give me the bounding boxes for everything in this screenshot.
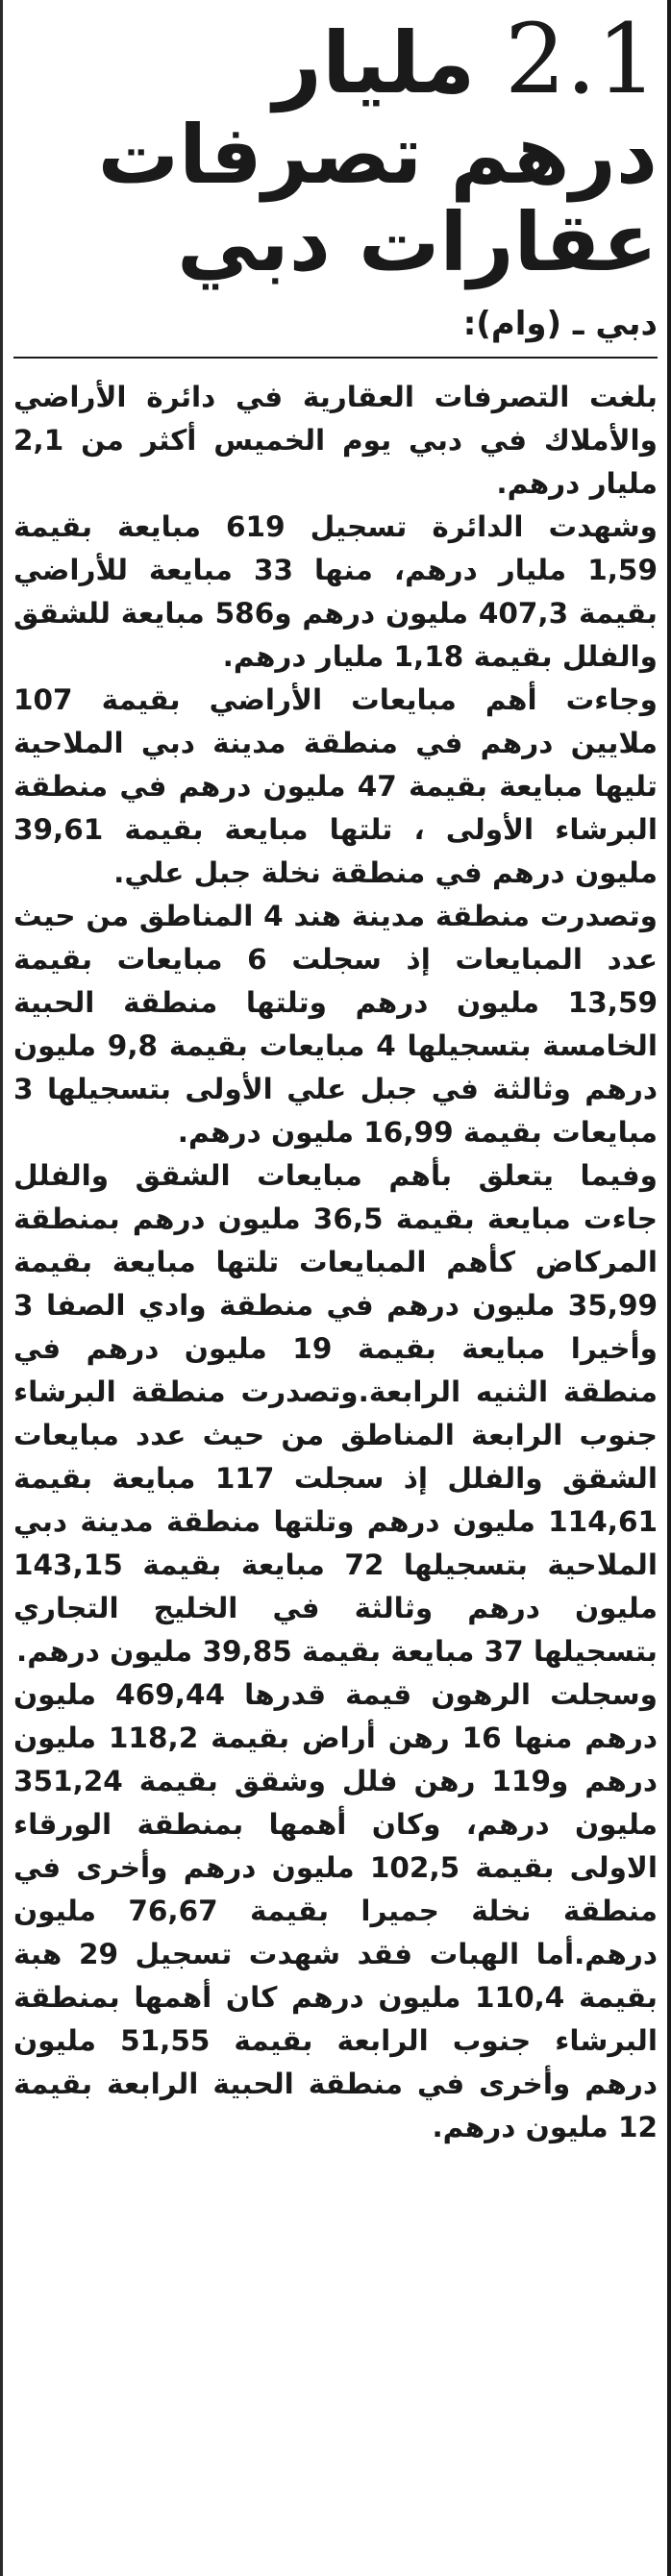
headline-number: 2.1 [504,3,658,115]
headline-line-2: درهم تصرفات [97,108,658,202]
paragraph: وسجلت الرهون قيمة قدرها 469,44 مليون درهم منها 16 رهن أراض بقيمة 118,2 مليون درهم و119 رهن فلل وشقق بقيمة 351,24 مليون درهم، وكان أهمها بمنطقة الورقاء الاولى بقيمة 102,5 مليون درهم وأخرى في منطقة نخلة جميرا بقيمة 76,67 مليون درهم.أما الهبات فقد شهدت تسجيل 29 هبة بقيمة 110,4 مليون درهم كان أهمها بمنطقة البرشاء جنوب الرابعة بقيمة 51,55 مليون درهم وأخرى في منطقة الحبية الرابعة بقيمة 12 مليون درهم. [13,1678,659,2144]
column-rule-right [667,0,671,2576]
article-body [13,376,658,2149]
headline-line-3: عقارات دبي [177,194,658,289]
article-headline [13,0,658,289]
dateline-divider [13,357,658,359]
column-rule-left [0,0,3,2576]
paragraph: وجاءت أهم مبايعات الأراضي بقيمة 107 ملايين درهم في منطقة مدينة دبي الملاحية تليها مبايعة بقيمة 47 مليون درهم في منطقة البرشاء الأولى ، تلتها مبايعة بقيمة 39,61 مليون درهم في منطقة نخلة جبل علي. [13,683,659,890]
paragraph: وشهدت الدائرة تسجيل 619 مبايعة بقيمة 1,59 مليار درهم، منها 33 مبايعة للأراضي بقيمة 407,3 مليون درهم و586 مبايعة للشقق والفلل بقيمة 1,18 مليار درهم. [13,510,659,674]
paragraph: وتصدرت منطقة مدينة هند 4 المناطق من حيث عدد المبايعات إذ سجلت 6 مبايعات بقيمة 13,59 مليون درهم وتلتها منطقة الحبية الخامسة بتسجيلها 4 مبايعات بقيمة 9,8 مليون درهم وثالثة في جبل علي الأولى بتسجيلها 3 مبايعات بقيمة 16,99 مليون درهم. [13,900,658,1150]
headline-line-1 [13,3,658,115]
dateline: دبي ـ (وام): [462,305,658,344]
paragraph: بلغت التصرفات العقارية في دائرة الأراضي والأملاك في دبي يوم الخميس أكثر من 2,1 مليار درهم. [13,381,658,501]
paragraph: وفيما يتعلق بأهم مبايعات الشقق والفلل جاءت مبايعة بقيمة 36,5 مليون درهم بمنطقة المركاض كأهم المبايعات تلتها مبايعة بقيمة 35,99 مليون درهم في منطقة وادي الصفا 3 وأخيرا مبايعة بقيمة 19 مليون درهم في منطقة الثنيه الرابعة.وتصدرت منطقة البرشاء جنوب الرابعة المناطق من حيث عدد مبايعات الشقق والفلل إذ سجلت 117 مبايعة بقيمة 114,61 مليون درهم وتلتها منطقة مدينة دبي الملاحية بتسجيلها 72 مبايعة بقيمة 143,15 مليون درهم وثالثة في الخليج التجاري بتسجيلها 37 مبايعة بقيمة 39,85 مليون درهم. [13,1159,658,1669]
headline-word: مليار [273,13,476,112]
